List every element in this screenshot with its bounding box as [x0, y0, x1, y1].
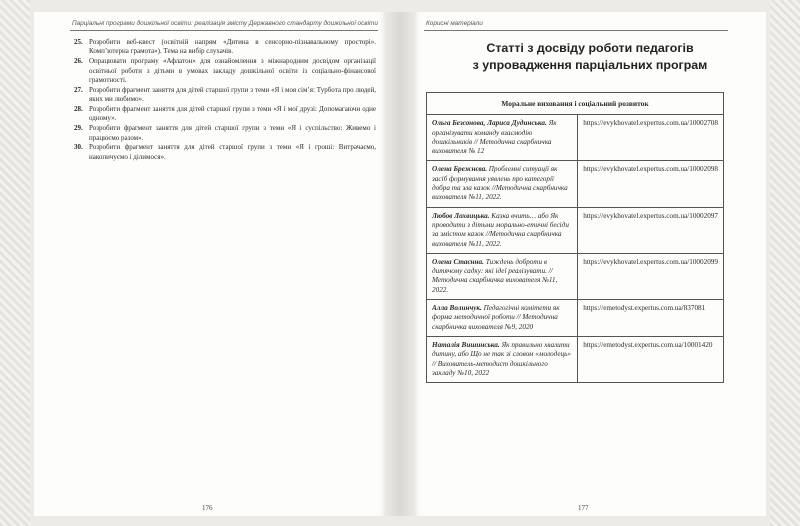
- left-ornament-border: [0, 0, 30, 526]
- task-item: [74, 124, 376, 143]
- article-cell: [427, 336, 578, 382]
- page-title-line-2: з упровадження парціальних програм: [472, 58, 708, 72]
- task-number: 26.: [74, 57, 83, 66]
- task-number: 30.: [74, 143, 83, 152]
- task-text: Опрацювати програму «Афлатон» для ознайомлення з міжнародним досвідом організації освітньої роботи з дітьми в умовах закладу дошкільної освіти із соціально-фінансової грамотності.: [89, 57, 376, 85]
- article-author: Любов Лохвицька.: [432, 211, 490, 220]
- table-row: [427, 253, 724, 299]
- table-row: [427, 161, 724, 207]
- article-title: Як правильно хвалити дитину, або Що не так зі словом «молодець» // Вихователь-методист дошкільного закладу №10, 2022: [432, 340, 572, 377]
- table-header-row: [427, 93, 724, 115]
- task-item: [74, 105, 376, 124]
- book-spine: [386, 12, 414, 516]
- article-cell: [427, 253, 578, 299]
- task-text: Розробити фрагмент заняття для дітей старшої групи з теми «Я і суспільство: Живемо і працюємо разом».: [89, 124, 376, 142]
- article-author: Ольга Безсонова, Лариса Дудинська.: [432, 119, 547, 128]
- article-title: Тиждень доброти в дитячому садку: які ідеї реалізувати. //Методична скарбничка вихователя №11, 2022.: [432, 257, 558, 294]
- right-running-head: Корисні матеріали: [426, 20, 483, 27]
- left-page: [34, 12, 386, 516]
- article-cell: [427, 207, 578, 253]
- task-item: [74, 86, 376, 105]
- task-number: 29.: [74, 124, 83, 133]
- task-text: Розробити фрагмент заняття для дітей старшої групи з теми «Я і моя сім’я: Турбота про людей, яких ми любимо».: [89, 85, 376, 104]
- left-head-rule: [70, 30, 378, 31]
- right-page: [414, 12, 766, 516]
- article-link[interactable]: https://emetodyst.expertus.com.ua/837081: [578, 300, 724, 337]
- task-list: [74, 38, 376, 163]
- task-item: [74, 38, 376, 57]
- table-row: [427, 115, 724, 161]
- table-row: [427, 300, 724, 337]
- page-title: [414, 40, 766, 74]
- task-text: Розробити фрагмент заняття для дітей старшої групи з теми «Я і мої друзі: Допомагаючи одне одному».: [89, 105, 376, 123]
- task-number: 27.: [74, 85, 83, 94]
- article-cell: [427, 161, 578, 207]
- left-running-head: Парціальні програми дошкільної освіти: реалізація змісту Державного стандарту дошкільної освіти: [72, 20, 378, 27]
- task-number: 28.: [74, 105, 83, 114]
- article-title: Педагогічні комітети як форма методичної роботи // Методична скарбничка вихователя №9, 2020: [432, 304, 560, 331]
- article-cell: [427, 300, 578, 337]
- left-page-number: 176: [202, 504, 213, 512]
- table-row: [427, 207, 724, 253]
- article-link[interactable]: https://evykhovatel.expertus.com.ua/10002098: [578, 161, 724, 207]
- article-author: Олена Брежнєва.: [432, 165, 487, 174]
- articles-table: [426, 92, 724, 383]
- task-text: Розробити веб-квест (освітній напрям «Дитина в сенсорно-пізнавальному просторі». Комп’ютерна грамота»). Тема на вибір слухачів.: [89, 38, 376, 56]
- task-text: Розробити фрагмент заняття для дітей старшої групи з теми «Я і гроші: Витрачаємо, накопичуємо і ділимося».: [89, 143, 376, 161]
- table-section-header: Моральне виховання і соціальний розвиток: [427, 93, 724, 115]
- task-item: [74, 143, 376, 162]
- task-number: 25.: [74, 38, 83, 46]
- right-page-number: 177: [578, 504, 589, 512]
- article-title: Казка вчить… або Як проводити з дітьми морально-етичні бесіди за змістом казок //Методична скарбничка вихователя №11, 2022.: [432, 211, 569, 248]
- article-link[interactable]: https://evykhovatel.expertus.com.ua/10002708: [578, 115, 724, 161]
- article-title: Як організувати команду взаємодію дошкільників // Методична скарбничка вихователя № 12: [432, 119, 557, 156]
- right-head-rule: [424, 30, 728, 31]
- right-ornament-border: [770, 0, 800, 526]
- article-link[interactable]: https://evykhovatel.expertus.com.ua/10002097: [578, 207, 724, 253]
- article-author: Олена Стаєнна.: [432, 257, 484, 266]
- table-row: [427, 336, 724, 382]
- article-link[interactable]: https://evykhovatel.expertus.com.ua/10002099: [578, 253, 724, 299]
- page-title-line-1: Статті з досвіду роботи педагогів: [486, 41, 694, 55]
- task-item: [74, 57, 376, 85]
- article-link[interactable]: https://emetodyst.expertus.com.ua/10001420: [578, 336, 724, 382]
- article-title: Проблемні ситуації як засіб формування уявлень про категорії добра та зла казок //Методична скарбничка вихователя №11, 2022.: [432, 165, 568, 202]
- article-cell: [427, 115, 578, 161]
- article-author: Наталія Вишинська.: [432, 340, 500, 349]
- article-author: Алла Волинчук.: [432, 304, 482, 313]
